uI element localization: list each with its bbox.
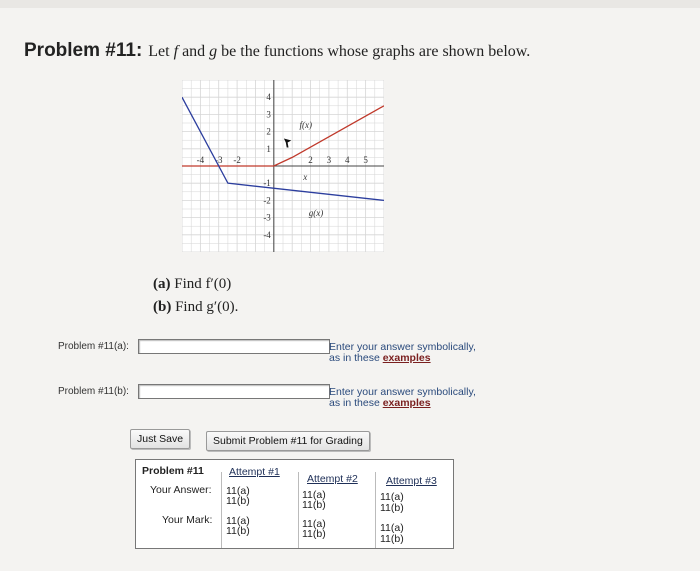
part-b: (b) Find g′(0). [153,299,239,315]
attempt-2-answer-a: 11(a) [302,489,326,501]
submit-button[interactable]: Submit Problem #11 for Grading [206,431,370,451]
attempt-1-mark-b: 11(b) [226,525,250,537]
y-tick-label: 3 [266,109,271,120]
answer-b-input[interactable] [138,384,330,399]
attempts-problem-header: Problem #11 [142,465,204,477]
problem-parts [153,273,238,319]
x-tick-label: 5 [363,155,368,165]
attempt-2-answer-b: 11(b) [302,499,326,511]
g-label: g(x) [308,207,324,218]
attempt-3-mark-a: 11(a) [380,522,404,534]
attempt-1-mark-a: 11(a) [226,515,250,527]
examples-link-b[interactable]: examples [382,397,431,409]
y-tick-label: -1 [263,178,271,189]
attempt-2-link[interactable]: Attempt #2 [307,473,358,485]
y-tick-label: 1 [266,143,271,154]
x-tick-label: 3 [326,155,332,165]
part-a: (a) Find f′(0) [153,276,232,292]
answer-a-hint: Enter your answer symbolically, as in these examples [329,341,476,364]
y-tick-label: -3 [263,212,271,223]
attempt-1-answer-b: 11(b) [226,495,250,507]
x-tick-label: -2 [233,155,241,165]
y-tick-label: 2 [266,126,271,137]
y-tick-label: -4 [263,229,271,240]
problem-heading [24,40,530,62]
attempt-2-mark-a: 11(a) [302,518,326,530]
y-tick-label: -2 [263,195,271,206]
answer-a-label: Problem #11(a): [58,341,129,352]
x-tick-label: -3 [214,155,223,165]
problem-number: Problem #11: [24,40,143,61]
x-tick-label: -4 [196,155,205,165]
col-divider [221,472,222,548]
f-label: f(x) [299,120,313,131]
answer-a-input[interactable] [138,339,330,354]
examples-link-a[interactable]: examples [382,352,431,364]
top-bar [0,0,700,8]
x-tick-label: 4 [345,155,350,165]
your-answer-label: Your Answer: [150,484,212,496]
attempt-3-answer-a: 11(a) [380,491,404,503]
your-mark-label: Your Mark: [162,514,213,526]
x-axis-label: x [303,171,308,182]
y-tick-label: 4 [266,92,271,103]
attempt-1-link[interactable]: Attempt #1 [229,466,280,478]
attempt-1-answer-a: 11(a) [226,485,250,497]
answer-b-label: Problem #11(b): [58,386,129,397]
attempt-3-answer-b: 11(b) [380,502,404,514]
col-divider [298,472,299,548]
answer-b-hint: Enter your answer symbolically, as in these examples [329,386,476,409]
x-tick-label: 2 [308,155,313,165]
col-divider [375,472,376,548]
attempt-2-mark-b: 11(b) [302,528,326,540]
just-save-button[interactable]: Just Save [130,429,190,449]
attempt-3-link[interactable]: Attempt #3 [386,475,437,487]
problem-statement: Let f and g be the functions whose graphs are shown below. [148,43,531,60]
attempts-table [135,459,454,549]
function-graph [182,80,384,252]
attempt-3-mark-b: 11(b) [380,533,404,545]
